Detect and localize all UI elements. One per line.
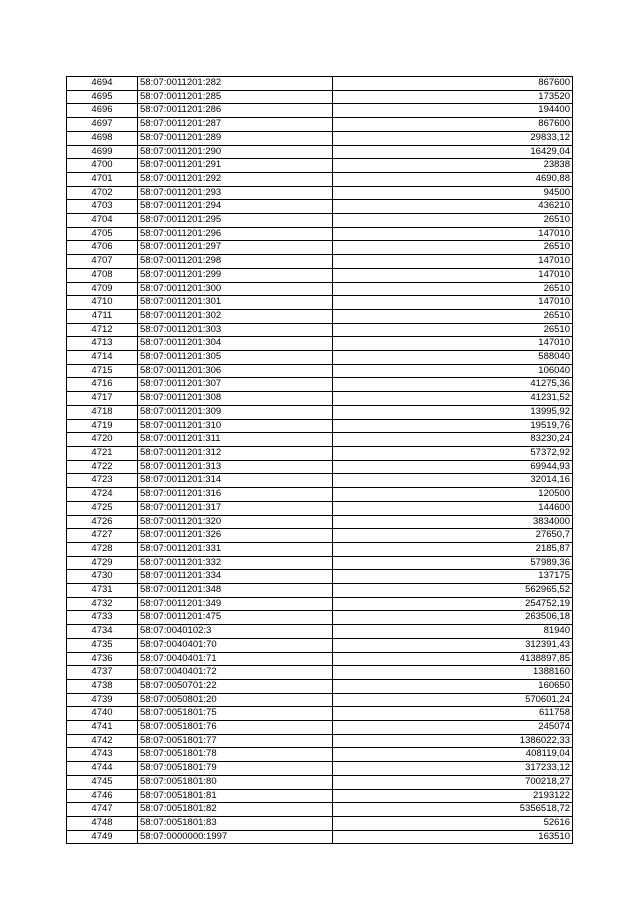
table-row [67, 762, 573, 776]
cadastral-value-cell: 312391,43 [333, 638, 573, 652]
row-number-cell: 4737 [67, 666, 138, 680]
row-number-cell: 4716 [67, 378, 138, 392]
cadastral-value-cell: 263506,18 [333, 611, 573, 625]
row-number-cell: 4729 [67, 556, 138, 570]
table-row [67, 748, 573, 762]
cadastral-number-cell: 58:07:0011201:305 [138, 351, 333, 365]
cadastral-number-cell: 58:07:0011201:282 [138, 77, 333, 91]
cadastral-number-cell: 58:07:0011201:304 [138, 337, 333, 351]
row-number-cell: 4734 [67, 625, 138, 639]
table-row [67, 666, 573, 680]
cadastral-value-table [66, 76, 573, 844]
row-number-cell: 4694 [67, 77, 138, 91]
cadastral-number-cell: 58:07:0011201:298 [138, 255, 333, 269]
cadastral-value-cell: 562965,52 [333, 584, 573, 598]
cadastral-number-cell: 58:07:0011201:293 [138, 186, 333, 200]
row-number-cell: 4738 [67, 679, 138, 693]
table-row [67, 419, 573, 433]
cadastral-value-cell: 57989,36 [333, 556, 573, 570]
cadastral-value-cell: 317233,12 [333, 762, 573, 776]
cadastral-value-cell: 26510 [333, 241, 573, 255]
row-number-cell: 4706 [67, 241, 138, 255]
cadastral-number-cell: 58:07:0011201:302 [138, 309, 333, 323]
table-row [67, 172, 573, 186]
row-number-cell: 4722 [67, 460, 138, 474]
cadastral-number-cell: 58:07:0011201:291 [138, 159, 333, 173]
table-row [67, 378, 573, 392]
table-row [67, 803, 573, 817]
row-number-cell: 4705 [67, 227, 138, 241]
table-row [67, 679, 573, 693]
row-number-cell: 4699 [67, 145, 138, 159]
row-number-cell: 4747 [67, 803, 138, 817]
table-row [67, 488, 573, 502]
row-number-cell: 4742 [67, 734, 138, 748]
cadastral-value-cell: 147010 [333, 296, 573, 310]
cadastral-number-cell: 58:07:0011201:295 [138, 214, 333, 228]
table-row [67, 638, 573, 652]
cadastral-value-cell: 41275,36 [333, 378, 573, 392]
cadastral-value-cell: 41231,52 [333, 392, 573, 406]
cadastral-value-cell: 254752,19 [333, 597, 573, 611]
cadastral-number-cell: 58:07:0011201:307 [138, 378, 333, 392]
table-row [67, 707, 573, 721]
table-row [67, 323, 573, 337]
cadastral-number-cell: 58:07:0011201:317 [138, 501, 333, 515]
table-row [67, 118, 573, 132]
table-row [67, 446, 573, 460]
cadastral-value-cell: 194400 [333, 104, 573, 118]
row-number-cell: 4726 [67, 515, 138, 529]
cadastral-number-cell: 58:07:0011201:286 [138, 104, 333, 118]
table-row [67, 597, 573, 611]
cadastral-number-cell: 58:07:0011201:287 [138, 118, 333, 132]
cadastral-number-cell: 58:07:0011201:299 [138, 268, 333, 282]
row-number-cell: 4715 [67, 364, 138, 378]
table-row [67, 721, 573, 735]
cadastral-number-cell: 58:07:0050701:22 [138, 679, 333, 693]
cadastral-value-cell: 436210 [333, 200, 573, 214]
cadastral-value-cell: 52616 [333, 816, 573, 830]
table-row [67, 816, 573, 830]
row-number-cell: 4746 [67, 789, 138, 803]
row-number-cell: 4707 [67, 255, 138, 269]
table-row [67, 159, 573, 173]
table-row [67, 734, 573, 748]
row-number-cell: 4714 [67, 351, 138, 365]
row-number-cell: 4703 [67, 200, 138, 214]
cadastral-value-cell: 245074 [333, 721, 573, 735]
cadastral-number-cell: 58:07:0011201:285 [138, 90, 333, 104]
table-row [67, 337, 573, 351]
cadastral-value-cell: 120500 [333, 488, 573, 502]
row-number-cell: 4745 [67, 775, 138, 789]
table-row [67, 90, 573, 104]
table-row [67, 693, 573, 707]
cadastral-number-cell: 58:07:0040401:72 [138, 666, 333, 680]
cadastral-number-cell: 58:07:0011201:314 [138, 474, 333, 488]
cadastral-number-cell: 58:07:0011201:306 [138, 364, 333, 378]
row-number-cell: 4708 [67, 268, 138, 282]
row-number-cell: 4701 [67, 172, 138, 186]
cadastral-value-cell: 3834000 [333, 515, 573, 529]
cadastral-number-cell: 58:07:0040401:71 [138, 652, 333, 666]
cadastral-number-cell: 58:07:0011201:313 [138, 460, 333, 474]
cadastral-value-cell: 867600 [333, 118, 573, 132]
cadastral-value-cell: 147010 [333, 255, 573, 269]
table-row [67, 405, 573, 419]
cadastral-number-cell: 58:07:0011201:294 [138, 200, 333, 214]
cadastral-value-cell: 147010 [333, 268, 573, 282]
row-number-cell: 4732 [67, 597, 138, 611]
row-number-cell: 4728 [67, 542, 138, 556]
cadastral-value-cell: 13995,92 [333, 405, 573, 419]
cadastral-value-cell: 27650,7 [333, 529, 573, 543]
table-row [67, 775, 573, 789]
row-number-cell: 4725 [67, 501, 138, 515]
table-row [67, 145, 573, 159]
cadastral-value-cell: 57372,92 [333, 446, 573, 460]
cadastral-value-cell: 2193122 [333, 789, 573, 803]
cadastral-number-cell: 58:07:0051801:82 [138, 803, 333, 817]
table-row [67, 186, 573, 200]
cadastral-value-cell: 26510 [333, 214, 573, 228]
row-number-cell: 4736 [67, 652, 138, 666]
cadastral-number-cell: 58:07:0040102:3 [138, 625, 333, 639]
cadastral-number-cell: 58:07:0051801:80 [138, 775, 333, 789]
cadastral-number-cell: 58:07:0051801:76 [138, 721, 333, 735]
cadastral-number-cell: 58:07:0011201:332 [138, 556, 333, 570]
cadastral-number-cell: 58:07:0011201:326 [138, 529, 333, 543]
cadastral-number-cell: 58:07:0051801:75 [138, 707, 333, 721]
table-row [67, 268, 573, 282]
table-row [67, 282, 573, 296]
row-number-cell: 4713 [67, 337, 138, 351]
cadastral-value-cell: 700218,27 [333, 775, 573, 789]
cadastral-value-cell: 83230,24 [333, 433, 573, 447]
cadastral-value-cell: 2185,87 [333, 542, 573, 556]
table-row [67, 296, 573, 310]
row-number-cell: 4739 [67, 693, 138, 707]
cadastral-number-cell: 58:07:0051801:78 [138, 748, 333, 762]
cadastral-number-cell: 58:07:0011201:349 [138, 597, 333, 611]
table-row [67, 652, 573, 666]
cadastral-value-cell: 29833,12 [333, 131, 573, 145]
cadastral-value-cell: 94500 [333, 186, 573, 200]
cadastral-value-cell: 69944,93 [333, 460, 573, 474]
table-row [67, 77, 573, 91]
cadastral-number-cell: 58:07:0011201:312 [138, 446, 333, 460]
cadastral-value-cell: 147010 [333, 337, 573, 351]
cadastral-value-cell: 1386022,33 [333, 734, 573, 748]
row-number-cell: 4717 [67, 392, 138, 406]
cadastral-value-cell: 26510 [333, 282, 573, 296]
row-number-cell: 4712 [67, 323, 138, 337]
cadastral-number-cell: 58:07:0011201:320 [138, 515, 333, 529]
cadastral-number-cell: 58:07:0011201:301 [138, 296, 333, 310]
cadastral-value-cell: 588040 [333, 351, 573, 365]
table-row [67, 529, 573, 543]
cadastral-number-cell: 58:07:0011201:308 [138, 392, 333, 406]
row-number-cell: 4718 [67, 405, 138, 419]
row-number-cell: 4698 [67, 131, 138, 145]
row-number-cell: 4696 [67, 104, 138, 118]
cadastral-value-cell: 163510 [333, 830, 573, 844]
table-row [67, 474, 573, 488]
row-number-cell: 4723 [67, 474, 138, 488]
cadastral-value-cell: 4690,88 [333, 172, 573, 186]
cadastral-number-cell: 58:07:0050801:20 [138, 693, 333, 707]
row-number-cell: 4721 [67, 446, 138, 460]
cadastral-value-cell: 26510 [333, 323, 573, 337]
cadastral-value-cell: 5356518,72 [333, 803, 573, 817]
cadastral-number-cell: 58:07:0000000:1997 [138, 830, 333, 844]
cadastral-number-cell: 58:07:0011201:300 [138, 282, 333, 296]
table-row [67, 542, 573, 556]
row-number-cell: 4697 [67, 118, 138, 132]
cadastral-value-cell: 173520 [333, 90, 573, 104]
table-row [67, 241, 573, 255]
cadastral-value-cell: 867600 [333, 77, 573, 91]
cadastral-value-cell: 19519,76 [333, 419, 573, 433]
cadastral-number-cell: 58:07:0011201:348 [138, 584, 333, 598]
cadastral-value-cell: 26510 [333, 309, 573, 323]
row-number-cell: 4733 [67, 611, 138, 625]
row-number-cell: 4704 [67, 214, 138, 228]
table-row [67, 570, 573, 584]
row-number-cell: 4727 [67, 529, 138, 543]
table-row [67, 830, 573, 844]
cadastral-value-cell: 23838 [333, 159, 573, 173]
table-row [67, 364, 573, 378]
cadastral-value-cell: 32014,16 [333, 474, 573, 488]
table-row [67, 556, 573, 570]
cadastral-number-cell: 58:07:0011201:309 [138, 405, 333, 419]
table-row [67, 460, 573, 474]
row-number-cell: 4730 [67, 570, 138, 584]
cadastral-value-cell: 160650 [333, 679, 573, 693]
cadastral-number-cell: 58:07:0011201:331 [138, 542, 333, 556]
cadastral-value-cell: 81940 [333, 625, 573, 639]
cadastral-value-cell: 1388160 [333, 666, 573, 680]
table-body [67, 77, 573, 844]
table-row [67, 227, 573, 241]
table-row [67, 515, 573, 529]
cadastral-number-cell: 58:07:0011201:316 [138, 488, 333, 502]
table-row [67, 789, 573, 803]
cadastral-number-cell: 58:07:0011201:289 [138, 131, 333, 145]
row-number-cell: 4711 [67, 309, 138, 323]
row-number-cell: 4710 [67, 296, 138, 310]
cadastral-value-cell: 408119,04 [333, 748, 573, 762]
cadastral-number-cell: 58:07:0051801:81 [138, 789, 333, 803]
cadastral-value-cell: 611758 [333, 707, 573, 721]
table-row [67, 200, 573, 214]
table-row [67, 433, 573, 447]
cadastral-number-cell: 58:07:0011201:290 [138, 145, 333, 159]
table-row [67, 501, 573, 515]
cadastral-number-cell: 58:07:0051801:79 [138, 762, 333, 776]
table-row [67, 392, 573, 406]
row-number-cell: 4741 [67, 721, 138, 735]
row-number-cell: 4700 [67, 159, 138, 173]
table-row [67, 309, 573, 323]
cadastral-number-cell: 58:07:0011201:475 [138, 611, 333, 625]
table-row [67, 131, 573, 145]
table-row [67, 611, 573, 625]
cadastral-value-cell: 16429,04 [333, 145, 573, 159]
cadastral-number-cell: 58:07:0011201:292 [138, 172, 333, 186]
table-row [67, 625, 573, 639]
table-row [67, 584, 573, 598]
cadastral-number-cell: 58:07:0011201:311 [138, 433, 333, 447]
cadastral-value-cell: 144600 [333, 501, 573, 515]
cadastral-value-cell: 106040 [333, 364, 573, 378]
row-number-cell: 4748 [67, 816, 138, 830]
row-number-cell: 4735 [67, 638, 138, 652]
row-number-cell: 4695 [67, 90, 138, 104]
cadastral-number-cell: 58:07:0051801:77 [138, 734, 333, 748]
row-number-cell: 4749 [67, 830, 138, 844]
table-row [67, 214, 573, 228]
row-number-cell: 4702 [67, 186, 138, 200]
row-number-cell: 4743 [67, 748, 138, 762]
cadastral-value-cell: 147010 [333, 227, 573, 241]
row-number-cell: 4744 [67, 762, 138, 776]
cadastral-number-cell: 58:07:0051801:83 [138, 816, 333, 830]
cadastral-number-cell: 58:07:0011201:303 [138, 323, 333, 337]
cadastral-value-cell: 570601,24 [333, 693, 573, 707]
row-number-cell: 4731 [67, 584, 138, 598]
row-number-cell: 4724 [67, 488, 138, 502]
cadastral-value-cell: 137175 [333, 570, 573, 584]
cadastral-number-cell: 58:07:0011201:296 [138, 227, 333, 241]
cadastral-number-cell: 58:07:0011201:297 [138, 241, 333, 255]
row-number-cell: 4709 [67, 282, 138, 296]
cadastral-value-cell: 4138897,85 [333, 652, 573, 666]
row-number-cell: 4740 [67, 707, 138, 721]
cadastral-number-cell: 58:07:0040401:70 [138, 638, 333, 652]
cadastral-number-cell: 58:07:0011201:310 [138, 419, 333, 433]
cadastral-number-cell: 58:07:0011201:334 [138, 570, 333, 584]
table-row [67, 351, 573, 365]
table-row [67, 104, 573, 118]
row-number-cell: 4720 [67, 433, 138, 447]
row-number-cell: 4719 [67, 419, 138, 433]
table-row [67, 255, 573, 269]
